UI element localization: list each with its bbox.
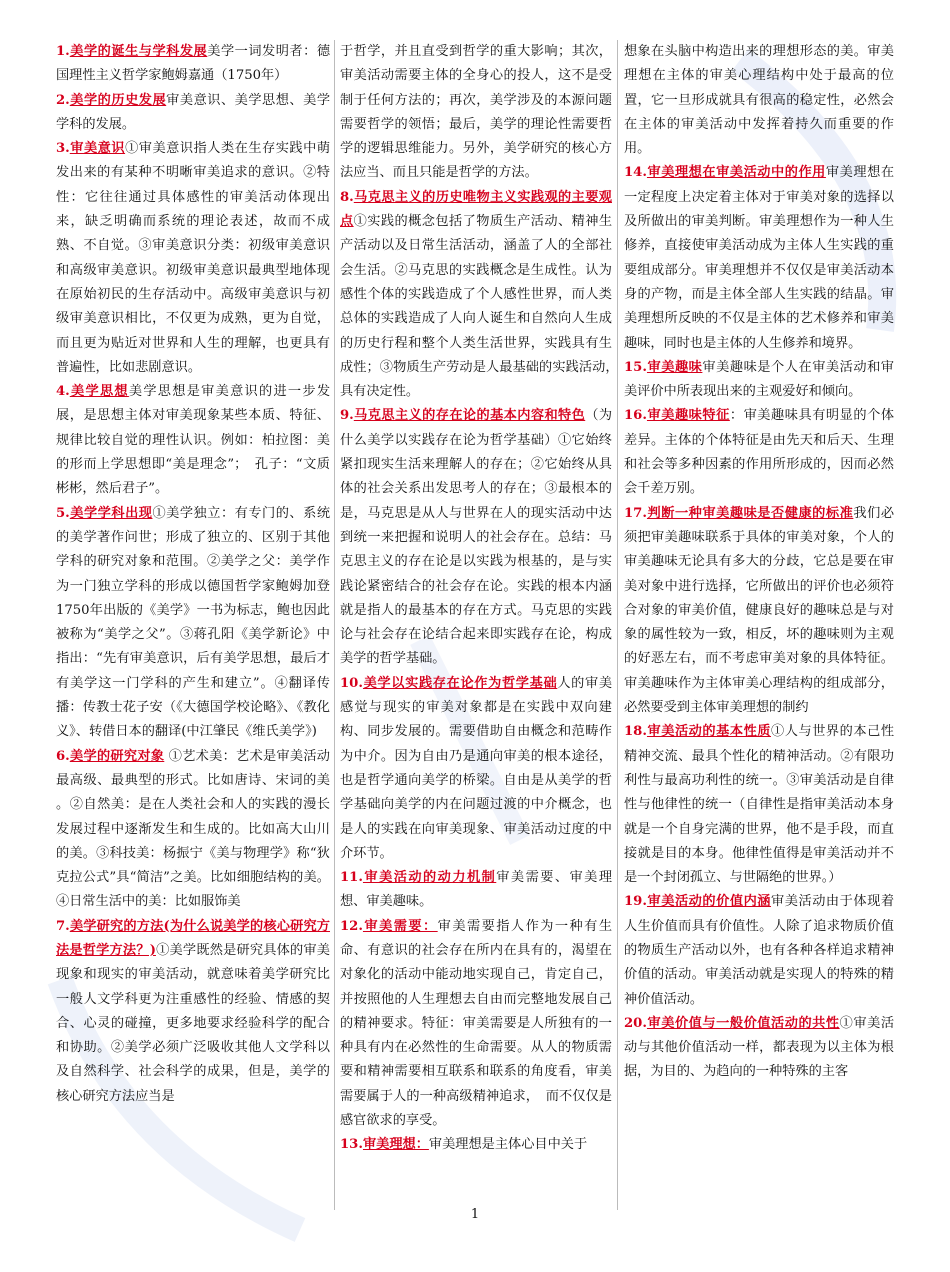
entry-paragraph <box>624 356 894 405</box>
entry-body: ①艺术美：艺术是审美活动最高级、最典型的形式。比如唐诗、宋词的美 。②自然美：是在人类社会和人的实践的漫长发展过程中逐渐发生和生成的。比如高大山川的美。③科技美：杨振宁《美与物理学》称“狄克拉公式”具“简洁”之美。比如细胞结构的美。④日常生活中的美：比如服饰美 <box>56 748 330 910</box>
entry-heading: 美学以实践存在论作为哲学基础 <box>362 675 558 691</box>
entry-heading: 审美趣味 <box>646 359 703 375</box>
entry-paragraph <box>624 502 894 721</box>
entry-heading: 美学的历史发展 <box>69 92 167 108</box>
entry-body: 审美意识、美学思想、美学学科的发展。 <box>56 92 331 132</box>
entry-body: 审美趣味是个人在审美活动和审美评价中所表现出来的主观爱好和倾向。 <box>624 359 894 400</box>
entry-paragraph <box>340 1133 612 1157</box>
entry-paragraph <box>624 40 894 161</box>
entry-number: 12. <box>340 918 363 934</box>
entry-heading: 审美活动的基本性质 <box>646 724 772 740</box>
entry-number: 18. <box>624 724 647 740</box>
entry-paragraph <box>624 720 894 890</box>
entry-heading: 马克思主义的历史唯物主义实践观的主要观点 <box>340 189 612 230</box>
entry-body: 我们必须把审美趣味联系于具体的审美对象，个人的审美趣味无论具有多大的分歧，它总是要在审美对象中进行选择，它所做出的评价也必须符合对象的审美价值，健康良好的趣味总是与对象的属性较为一致，相反，坏的趣味则为主观的好恶左右，而不考虑审美对象的具体特征。审美趣味作为主体审美心理结构的组成部分，必然要受到主体审美理想的制约 <box>624 505 895 716</box>
entry-paragraph <box>340 186 626 405</box>
entry-body: 审美活动由于体现着人生价值而具有价值性。人除了追求物质价值的物质生产活动以外，也有各种各样追求精神价值的活动。审美活动就是实现人的特殊的精神价值活动。 <box>624 894 895 1007</box>
entry-paragraph <box>624 404 894 501</box>
entry-paragraph <box>624 1012 894 1085</box>
entry-heading: 审美意识 <box>69 141 126 157</box>
entry-number: 11. <box>340 870 363 886</box>
column-divider-2 <box>617 40 618 1210</box>
entry-body: 美学一词发明者：德国理性主义哲学家鲍姆嘉通（1750年） <box>56 44 331 84</box>
entry-heading: 审美需要： <box>362 918 438 934</box>
entry-paragraph <box>56 502 330 745</box>
entry-paragraph <box>340 404 612 671</box>
entry-number: 10. <box>340 675 363 691</box>
entry-heading: 美学的诞生与学科发展 <box>69 44 208 59</box>
entry-heading: 审美趣味特征 <box>646 408 730 424</box>
column-1 <box>56 40 330 1215</box>
entry-heading: 美学思想 <box>69 384 129 400</box>
entry-paragraph <box>56 380 330 501</box>
column-divider-1 <box>334 40 335 1210</box>
entry-number: 1. <box>56 44 70 59</box>
entry-body: 于哲学，并且直受到哲学的重大影响；其次，审美活动需要主体的全身心的投人，这不是受制于任何方法的；再次，美学涉及的本源问题需要哲学的领悟；最后，美学的理论性需要哲学的逻辑思维能力。另外，美学研究的核心方法应当、而且只能是哲学的方法。 <box>340 44 612 181</box>
entry-number: 2. <box>56 92 70 108</box>
column-3 <box>624 40 894 1215</box>
entry-paragraph <box>56 89 330 138</box>
entry-number: 9. <box>340 408 354 424</box>
entry-heading: 美学学科出现 <box>69 505 153 521</box>
entry-body: 审美需要指人作为一种有生命、有意识的社会存在所内在具有的，渴望在对象化的活动中能动地实现自己，肯定自己，并按照他的人生理想去自由而完整地发展自己的精神要求。特征：审美需要是人所独有的一种具有内在必然性的生命需要。从人的物质需要和精神需要相互联系和联系的角度看，审美需要属于人的一种高级精神追求， 而不仅仅是感官欲求的享受。 <box>340 918 613 1129</box>
entry-number: 13. <box>340 1137 363 1153</box>
entry-number: 14. <box>624 165 647 181</box>
entry-paragraph <box>340 40 612 186</box>
page-number: 1 <box>470 1207 480 1222</box>
entry-heading: 审美理想： <box>362 1137 429 1153</box>
entry-body: 审美需要、审美理想、审美趣味。 <box>340 870 613 910</box>
entry-number: 8. <box>340 189 354 205</box>
entry-number: 5. <box>56 505 70 521</box>
entry-paragraph <box>56 745 330 915</box>
entry-body: ①审美活动与其他价值活动一样，都表现为以主体为根据，为目的、为趋向的一种特殊的主客 <box>624 1015 895 1080</box>
entry-number: 6. <box>56 748 70 764</box>
entry-number: 20. <box>624 1015 647 1031</box>
entry-body: 人的审美感觉与现实的审美对象都是在实践中双向建构、同步发展的。需要借助自由概念和范畴作为中介。因为自由乃是通向审美的根本途径，也是哲学通向美学的桥梁。自由是从美学的哲学基础向美学的内在问题过渡的中介概念，也是人的实践在向审美现象、审美活动过度的中介环节。 <box>340 675 613 861</box>
entry-body: ①美学独立：有专门的、系统的美学著作问世；形成了独立的、区别于其他学科的研究对象和范围。②美学之父：美学作为一门独立学科的形成以德国哲学家鲍姆加登1750年出版的《美学》一书为标志，鲍也因此被称为“美学之父”。③蒋孔阳《美学新论》中指出：“先有审美意识，后有美学思想，最后才有美学这一门学科的产生和建立”。④翻译传播：传教士花子安（《大德国学校论略》、《教化义》、转借日本的翻译(中江肇民《维氏美学》) <box>56 505 331 740</box>
entry-body: 审美理想是主体心目中关于 <box>428 1137 588 1153</box>
entry-body: ①人与世界的本己性精神交流、最具个性化的精神活动。②有限功利性与最高功利性的统一。③审美活动是自律性与他律性的统一（自律性是指审美活动本身就是一个自身完满的世界，他不是手段，而直接就是目的本身。他律性值得是审美活动并不是一个封闭孤立、与世隔绝的世界。） <box>624 724 895 886</box>
entry-heading: 马克思主义的存在论的基本内容和特色 <box>353 408 586 424</box>
entry-number: 15. <box>624 359 647 375</box>
entry-paragraph <box>624 890 894 1011</box>
entry-body: ：审美趣味具有明显的个体差异。主体的个体特征是由先天和后天、生理和社会等多种因素的作用所形成的，因而必然会千差万别。 <box>624 408 895 497</box>
entry-heading: 审美理想在审美活动中的作用 <box>646 165 826 181</box>
entry-paragraph <box>56 40 330 89</box>
entry-heading: 审美价值与一般价值活动的共性 <box>646 1015 840 1031</box>
entry-paragraph <box>340 866 612 915</box>
entry-body: 想象在头脑中构造出来的理想形态的美。审美理想在主体的审美心理结构中处于最高的位置，它一旦形成就具有很高的稳定性，必然会在主体的审美活动中发挥着持久而重要的作用。 <box>624 44 894 157</box>
entry-number: 17. <box>624 505 647 521</box>
entry-paragraph <box>340 672 612 866</box>
entry-body: （为什么美学以实践存在论为哲学基础）①它始终紧扣现实生活来理解人的存在；②它始终从具体的社会关系出发思考人的存在；③最根本的是，马克思是从人与世界在人的现实活动中达到统一来把握和说明人的社会存在。总结：马克思主义的存在论是以实践为根基的，是与实践论紧密结合的社会存在论。实践的根本内涵就是指人的最基本的存在方式。马克思的实践论与社会存在论结合起来即实践存在论，构成美学的哲学基础。 <box>340 408 613 667</box>
entry-body: ①实践的概念包括了物质生产活动、精神生产活动以及日常生活活动，涵盖了人的全部社会生活。②马克思的实践概念是生成性。认为感性个体的实践造成了个人感性世界，而人类总体的实践造成了人向人诞生和自然向人生成的历史行程和整个人类生活世界，实践具有生成性；③物质生产劳动是人最基础的实践活动， 具有决定性。 <box>340 214 626 400</box>
entry-number: 16. <box>624 408 647 424</box>
entry-body: 美学思想是审美意识的进一步发展，是思想主体对审美现象某些本质、特征、规律比较自觉的理性认识。例如：柏拉图：美的形而上学思想即“美是理念”； 孔子：“文质彬彬，然后君子”。 <box>56 384 331 497</box>
entry-paragraph <box>56 915 330 1109</box>
entry-number: 7. <box>56 918 70 934</box>
entry-heading: 审美活动的动力机制 <box>362 870 497 886</box>
entry-heading: 审美活动的价值内涵 <box>646 894 772 910</box>
entry-paragraph <box>624 161 894 355</box>
entry-number: 4. <box>56 384 70 400</box>
entry-heading: 判断一种审美趣味是否健康的标准 <box>646 505 854 521</box>
entry-paragraph <box>56 137 330 380</box>
entry-body: ①美学既然是研究具体的审美现象和现实的审美活动，就意味着美学研究比一般人文学科更为注重感性的经验、情感的契合、心灵的碰撞，更多地要求经验科学的配合和协助。②美学必须广泛吸收其他人文学科以及自然科学、社会科学的成果，但是，美学的核心研究方法应当是 <box>56 942 330 1104</box>
entry-body: ①审美意识指人类在生存实践中萌发出来的有某种不明晰审美追求的意识。②特性：它往往通过具体感性的审美活动体现出来，缺乏明确而系统的理论表述，故而不成熟、不自觉。③审美意识分类：初级审美意识和高级审美意识。初级审美意识最典型地体现在原始初民的生存活动中。高级审美意识与初级审美意识相比，不仅更为成熟，更为自觉，而且更为贴近对世界和人生的理解，也更具有普遍性，比如悲剧意识。 <box>56 141 331 375</box>
entry-body: 审美理想在一定程度上决定着主体对于审美对象的选择以及所做出的审美判断。审美理想作为一种人生修养，直接使审美活动成为主体人生实践的重要组成部分。审美理想并不仅仅是审美活动本身的产物，而是主体全部人生实践的结晶。审美理想所反映的不仅是主体的艺术修养和审美趣味，同时也是主体的人生修养和境界。 <box>624 165 895 351</box>
entry-number: 19. <box>624 894 647 910</box>
entry-heading: 美学研究的方法(为什么说美学的核心研究方法是哲学方法？) <box>56 918 330 958</box>
entry-heading: 美学的研究对象 <box>69 748 165 764</box>
entry-paragraph <box>340 915 612 1134</box>
entry-number: 3. <box>56 141 70 157</box>
column-2 <box>340 40 626 1215</box>
